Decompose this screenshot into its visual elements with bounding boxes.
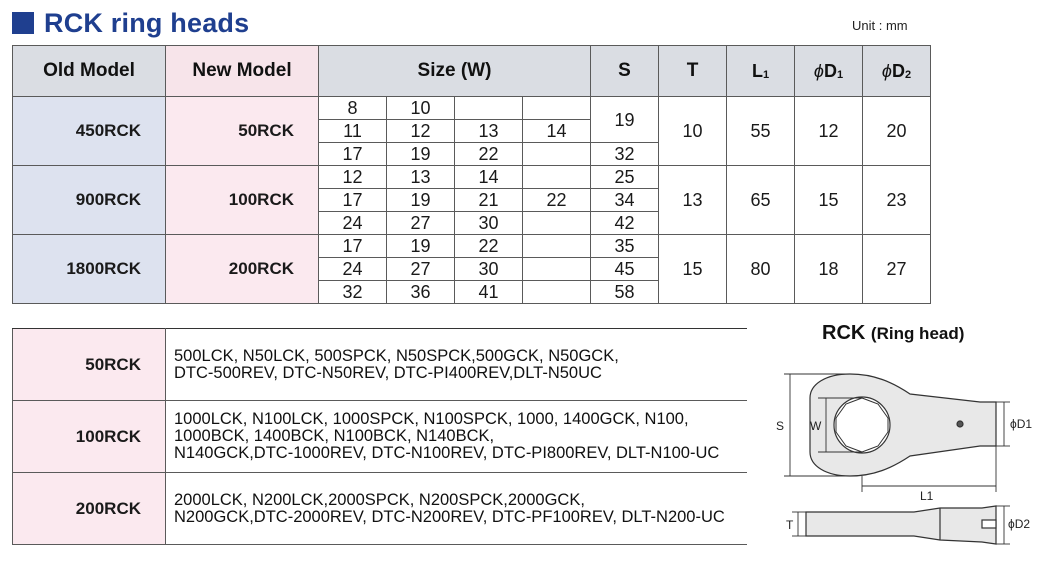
- size-cell: 17: [319, 189, 387, 212]
- s-cell: 58: [591, 281, 659, 304]
- size-cell: [523, 97, 591, 120]
- size-cell: 19: [387, 235, 455, 258]
- table-row: [13, 401, 747, 473]
- new-model-cell: 200RCK: [166, 235, 319, 304]
- size-cell: 36: [387, 281, 455, 304]
- compat-table: [12, 328, 747, 545]
- compat-line: N140GCK,DTC-1000REV, DTC-N100REV, DTC-PI800REV, DLT-N100-UC: [174, 444, 720, 462]
- table-row: [13, 473, 747, 545]
- t-cell: 15: [659, 235, 727, 304]
- table-row: [13, 329, 747, 401]
- compat-list-cell: [166, 473, 747, 545]
- size-cell: 27: [387, 212, 455, 235]
- compat-line: 500LCK, N50LCK, 500SPCK, N50SPCK,500GCK, N50GCK,: [174, 346, 619, 365]
- size-cell: 11: [319, 120, 387, 143]
- size-cell: 14: [523, 120, 591, 143]
- size-cell: 27: [387, 258, 455, 281]
- s-cell: 25: [591, 166, 659, 189]
- title-text: RCK ring heads: [44, 7, 250, 38]
- compat-line: 1000LCK, N100LCK, 1000SPCK, N100SPCK, 1000, 1400GCK, N100,: [174, 410, 689, 428]
- side-view: [806, 506, 996, 544]
- size-cell: 13: [387, 166, 455, 189]
- diagram-title: RCK (Ring head): [822, 322, 965, 344]
- size-cell: 24: [319, 258, 387, 281]
- compat-list-cell: [166, 329, 747, 401]
- label-w: W: [810, 419, 822, 433]
- header-d1: $\phi D_1$: [795, 46, 863, 97]
- compat-model-cell: 50RCK: [13, 329, 166, 401]
- header-t: T: [659, 46, 727, 97]
- title-square-icon: [12, 12, 34, 34]
- old-model-cell: 450RCK: [13, 97, 166, 166]
- size-cell: 32: [319, 281, 387, 304]
- size-cell: 30: [455, 258, 523, 281]
- d1-cell: 15: [795, 166, 863, 235]
- unit-label: Unit : mm: [852, 18, 908, 33]
- header-new-model: New Model: [166, 46, 319, 97]
- label-l1: L1: [920, 489, 934, 503]
- s-cell: 35: [591, 235, 659, 258]
- table-row: [13, 97, 931, 120]
- label-d2: ϕD2: [1008, 517, 1031, 531]
- label-d1: ϕD1: [1010, 417, 1033, 431]
- old-model-cell: 900RCK: [13, 166, 166, 235]
- t-cell: 13: [659, 166, 727, 235]
- compat-list-cell: [166, 401, 747, 473]
- s-cell: 32: [591, 143, 659, 166]
- l1-cell: 55: [727, 97, 795, 166]
- size-cell: 12: [387, 120, 455, 143]
- d2-cell: 20: [863, 97, 931, 166]
- size-cell: 22: [523, 189, 591, 212]
- size-cell: 24: [319, 212, 387, 235]
- size-cell: [523, 235, 591, 258]
- size-cell: 22: [455, 143, 523, 166]
- d2-cell: 27: [863, 235, 931, 304]
- size-cell: 17: [319, 143, 387, 166]
- old-model-cell: 1800RCK: [13, 235, 166, 304]
- l1-cell: 80: [727, 235, 795, 304]
- size-cell: 12: [319, 166, 387, 189]
- d2-cell: 23: [863, 166, 931, 235]
- compat-model-cell: 100RCK: [13, 401, 166, 473]
- compat-line: 2000LCK, N200LCK,2000SPCK, N200SPCK,2000GCK,: [174, 490, 585, 509]
- size-cell: 21: [455, 189, 523, 212]
- table-row: [13, 235, 931, 258]
- size-cell: 13: [455, 120, 523, 143]
- size-cell: 10: [387, 97, 455, 120]
- size-cell: [523, 143, 591, 166]
- header-s: S: [591, 46, 659, 97]
- compat-model-cell: 200RCK: [13, 473, 166, 545]
- header-old-model: Old Model: [13, 46, 166, 97]
- s-cell: 42: [591, 212, 659, 235]
- label-s: S: [776, 419, 785, 433]
- ring-head-diagram: [770, 360, 1060, 555]
- size-cell: [523, 258, 591, 281]
- size-cell: [523, 212, 591, 235]
- compat-line: 1000BCK, 1400BCK, N100BCK, N140BCK,: [174, 427, 495, 445]
- size-cell: 14: [455, 166, 523, 189]
- new-model-cell: 50RCK: [166, 97, 319, 166]
- header-d2: $\phi D_2$: [863, 46, 931, 97]
- s-cell: 34: [591, 189, 659, 212]
- size-cell: 17: [319, 235, 387, 258]
- size-cell: 19: [387, 189, 455, 212]
- s-cell: 19: [591, 97, 659, 143]
- header-l1: $L_1$: [727, 46, 795, 97]
- header-size: Size (W): [319, 46, 591, 97]
- side-outline: [806, 506, 996, 544]
- page-title: [12, 6, 249, 40]
- s-cell: 45: [591, 258, 659, 281]
- size-cell: [523, 281, 591, 304]
- size-cell: 41: [455, 281, 523, 304]
- size-cell: 30: [455, 212, 523, 235]
- label-t: T: [786, 518, 794, 532]
- size-cell: 22: [455, 235, 523, 258]
- size-cell: [523, 166, 591, 189]
- t-cell: 10: [659, 97, 727, 166]
- pin-icon: [957, 421, 963, 427]
- l1-cell: 65: [727, 166, 795, 235]
- d1-cell: 18: [795, 235, 863, 304]
- table-row: [13, 166, 931, 189]
- size-cell: [455, 97, 523, 120]
- size-cell: 19: [387, 143, 455, 166]
- d1-cell: 12: [795, 97, 863, 166]
- spec-header-row: [13, 46, 931, 97]
- top-view: [810, 374, 996, 476]
- compat-line: N200GCK,DTC-2000REV, DTC-N200REV, DTC-PF100REV, DLT-N200-UC: [174, 507, 725, 526]
- spec-table: [12, 45, 931, 304]
- compat-line: DTC-500REV, DTC-N50REV, DTC-PI400REV,DLT-N50UC: [174, 363, 602, 382]
- new-model-cell: 100RCK: [166, 166, 319, 235]
- size-cell: 8: [319, 97, 387, 120]
